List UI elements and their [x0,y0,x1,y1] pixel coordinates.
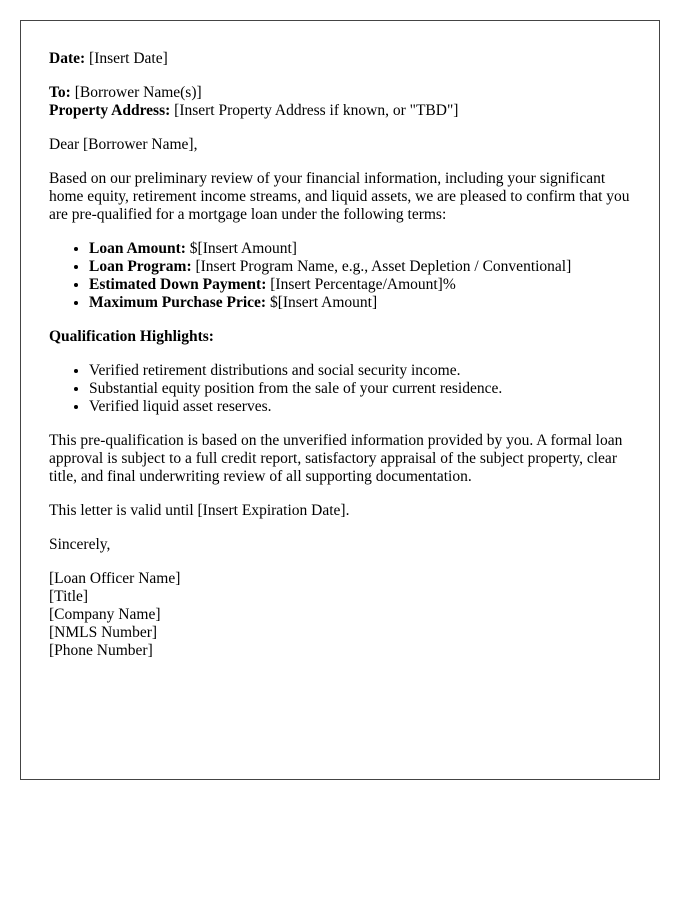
list-item [89,258,631,276]
property-line [49,102,631,120]
term-label: Estimated Down Payment: [89,276,267,293]
officer-name: [Loan Officer Name] [49,570,181,587]
letter-document [20,20,660,780]
recipient-block [49,84,631,120]
list-item: • Verified liquid asset reserves. [89,398,631,416]
term-value: $[Insert Amount] [189,240,297,257]
salutation: Dear [Borrower Name], [49,136,198,153]
intro-paragraph: Based on our preliminary review of your financial information, including your significant home equity, retirement income streams, and liquid assets, we are pleased to confirm that you are pre-qualified for a mortgage loan under the following terms: [49,170,630,223]
list-item [89,240,631,258]
closing: Sincerely, [49,536,111,553]
officer-title: [Title] [49,588,89,605]
signature-block [49,570,631,660]
term-value: [Insert Percentage/Amount]% [270,276,456,293]
nmls-number: [NMLS Number] [49,624,158,641]
to-line [49,84,631,102]
list-item [89,276,631,294]
term-label: Maximum Purchase Price: [89,294,267,311]
highlights-heading-text: Qualification Highlights: [49,328,214,345]
list-item: • Verified retirement distributions and social security income. [89,362,631,380]
property-label: Property Address: [49,102,171,119]
to-label: To: [49,84,71,101]
term-label: Loan Program: [89,258,192,275]
highlights-list [49,362,631,416]
term-value: [Insert Program Name, e.g., Asset Depletion / Conventional] [195,258,572,275]
list-item: • Substantial equity position from the sale of your current residence. [89,380,631,398]
term-value: $[Insert Amount] [269,294,378,311]
to-value: [Borrower Name(s)] [74,84,202,101]
disclaimer-paragraph: This pre-qualification is based on the unverified information provided by you. A formal loan approval is subject to a full credit report, satisfactory appraisal of the subject property, clear title, and final underwriting review of all supporting documentation. [49,432,623,485]
company-name: [Company Name] [49,606,161,623]
date-line [49,50,631,68]
term-label: Loan Amount: [89,240,186,257]
date-label: Date: [49,50,86,67]
property-value: [Insert Property Address if known, or "TBD"] [174,102,459,119]
phone-number: [Phone Number] [49,642,153,659]
highlights-heading [49,328,631,346]
date-value: [Insert Date] [89,50,168,67]
validity-paragraph: This letter is valid until [Insert Expiration Date]. [49,502,350,519]
list-item [89,294,631,312]
terms-list [49,240,631,312]
